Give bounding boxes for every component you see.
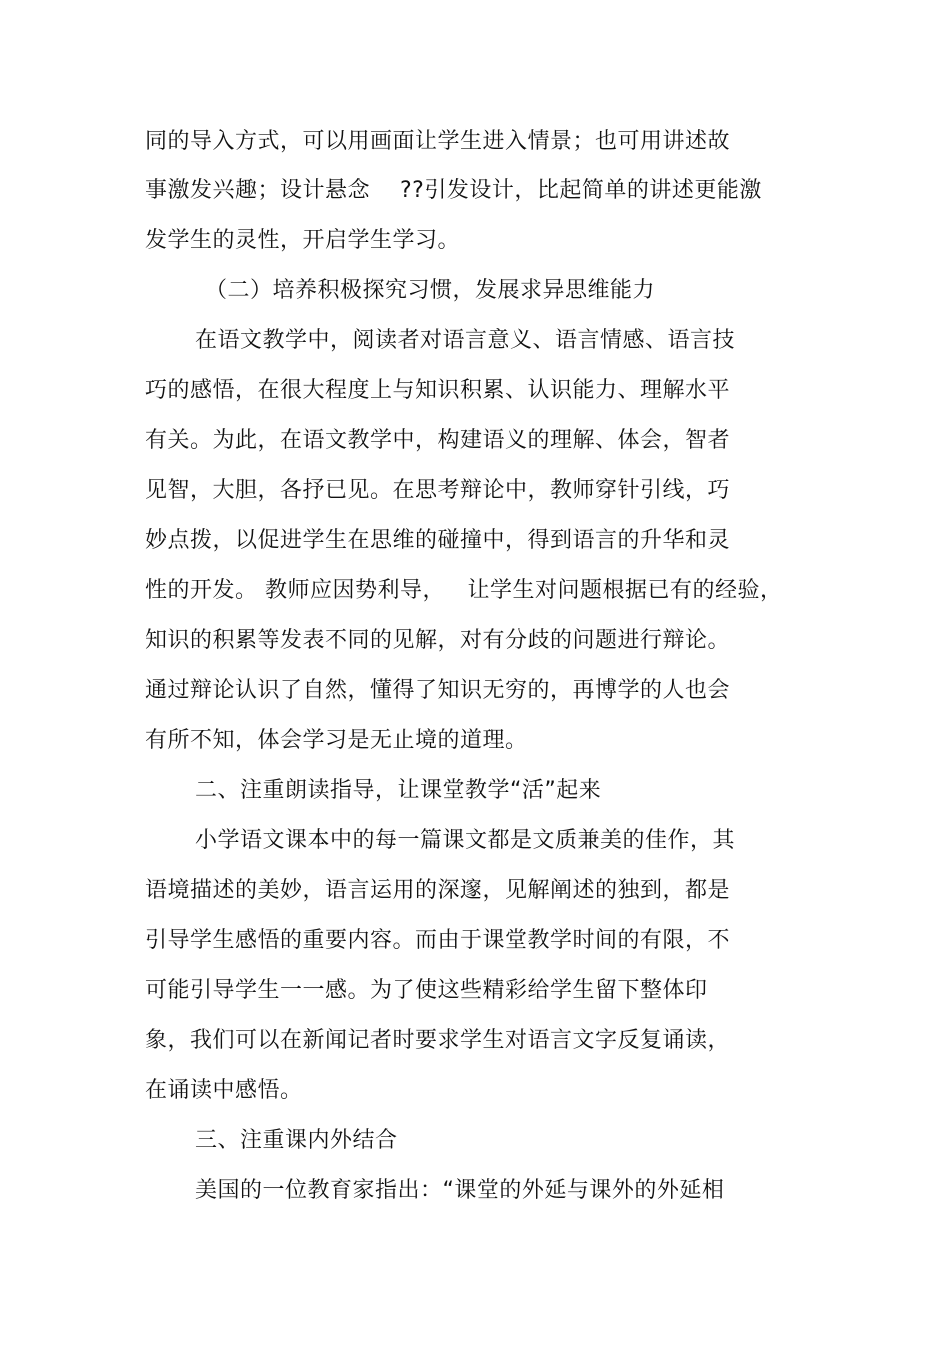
text-line: 语境描述的美妙，语言运用的深邃，见解阐述的独到，都是: [145, 878, 731, 903]
text-line: 在语文教学中，阅读者对语言意义、语言情感、语言技: [195, 328, 736, 353]
text-line: 知识的积累等发表不同的见解，对有分歧的问题进行辩论。: [145, 628, 731, 653]
section-heading: 二、注重朗读指导，让课堂教学“活”起来: [195, 778, 602, 803]
text-line: 象，我们可以在新闻记者时要求学生对语言文字反复诵读，: [145, 1028, 731, 1053]
text-line: 同的导入方式，可以用画面让学生进入情景；也可用讲述故: [145, 129, 731, 154]
text-line: 小学语文课本中的每一篇课文都是文质兼美的佳作，其: [195, 828, 736, 853]
section-heading: （二）培养积极探究习惯，发展求异思维能力: [205, 278, 656, 303]
text-line: 事激发兴趣；设计悬念 ??引发设计，比起简单的讲述更能激: [145, 178, 762, 203]
text-line: 美国的一位教育家指出：“课堂的外延与课外的外延相: [195, 1178, 725, 1203]
text-line: 巧的感悟，在很大程度上与知识积累、认识能力、理解水平: [145, 378, 731, 403]
text-line: 有所不知，体会学习是无止境的道理。: [145, 728, 528, 753]
text-line: 发学生的灵性，开启学生学习。: [145, 228, 461, 253]
text-line: 性的开发。 教师应因势利导， 让学生对问题根据已有的经验，: [145, 578, 783, 603]
text-line: 妙点拨，以促进学生在思维的碰撞中，得到语言的升华和灵: [145, 528, 731, 553]
text-line: 可能引导学生一一感。为了使这些精彩给学生留下整体印: [145, 978, 708, 1003]
text-line: 有关。为此，在语文教学中，构建语义的理解、体会，智者: [145, 428, 731, 453]
section-heading: 三、注重课内外结合: [195, 1128, 398, 1153]
text-line: 通过辩论认识了自然，懂得了知识无穷的，再博学的人也会: [145, 678, 731, 703]
text-line: 见智，大胆，各抒已见。在思考辩论中，教师穿针引线，巧: [145, 478, 731, 503]
text-line: 在诵读中感悟。: [145, 1078, 303, 1103]
text-line: 引导学生感悟的重要内容。而由于课堂教学时间的有限，不: [145, 928, 731, 953]
